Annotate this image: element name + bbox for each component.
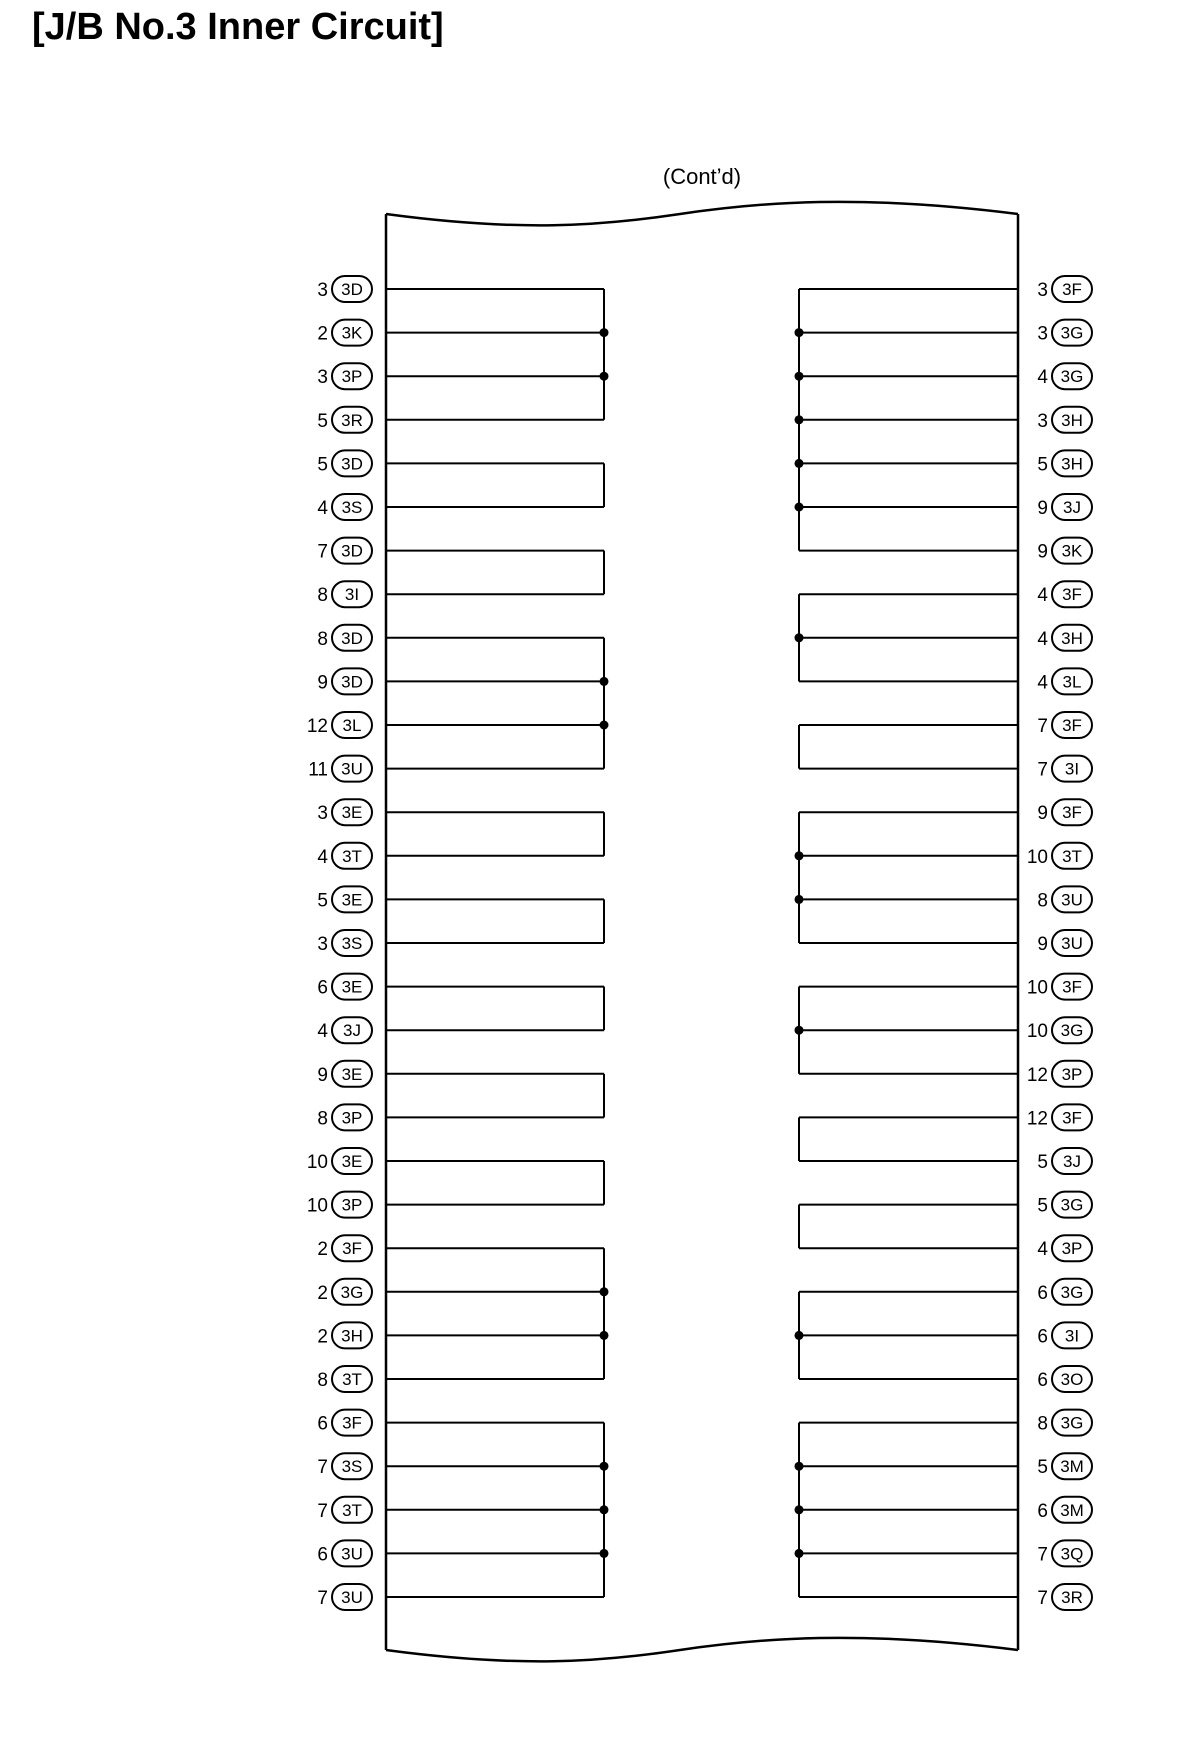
- connector-code: 3M: [1060, 1457, 1084, 1477]
- left-terminal: [317, 581, 372, 607]
- left-terminal: [317, 1104, 372, 1130]
- right-terminal: [1037, 276, 1092, 302]
- connector-code: 3U: [1061, 890, 1083, 910]
- connector-code: 3E: [341, 890, 363, 910]
- connector-code: 3F: [1062, 716, 1082, 735]
- connector-code: 3P: [341, 1195, 363, 1215]
- terminal-pin-number: 10: [306, 1152, 328, 1173]
- left-terminal: [317, 1497, 372, 1523]
- terminal-pin-number: 9: [1037, 934, 1048, 955]
- connector-code: 3G: [1060, 1195, 1084, 1215]
- right-terminal: [1037, 320, 1092, 346]
- connector-code: 3R: [1061, 1588, 1083, 1607]
- terminal-pin-number: 3: [317, 280, 328, 301]
- circuit-wires: [386, 289, 1018, 1597]
- connector-code: 3L: [342, 716, 362, 735]
- terminal-pin-number: 2: [317, 1239, 328, 1261]
- left-terminal: [317, 494, 372, 520]
- connector-code: 3D: [341, 628, 363, 648]
- terminal-pin-number: 9: [317, 1064, 328, 1086]
- right-terminal: [1037, 363, 1092, 389]
- terminal-pin-number: 5: [317, 454, 328, 476]
- terminal-pin-number: 4: [1037, 1239, 1048, 1261]
- connector-code: 3F: [1062, 280, 1082, 299]
- terminal-pin-number: 6: [317, 1544, 328, 1566]
- connector-code: 3S: [341, 934, 363, 953]
- connector-code: 3U: [341, 1544, 363, 1564]
- terminal-pin-number: 12: [1026, 1064, 1048, 1086]
- terminal-pin-number: 6: [1037, 1326, 1048, 1348]
- connector-code: 3M: [1060, 1500, 1084, 1520]
- junction-dot: [795, 328, 804, 337]
- connector-code: 3P: [341, 1108, 363, 1128]
- terminal-pin-number: 4: [1037, 628, 1048, 650]
- left-terminal: [307, 712, 372, 738]
- left-terminal: [317, 1453, 372, 1479]
- connector-code: 3G: [340, 1282, 364, 1302]
- connector-code: 3I: [344, 585, 360, 605]
- left-terminal: [317, 363, 372, 389]
- connector-code: 3E: [341, 803, 363, 823]
- connector-code: 3S: [341, 1457, 363, 1477]
- left-terminal: [317, 538, 372, 564]
- right-terminal: [1027, 1017, 1092, 1043]
- terminal-pin-number: 8: [317, 1108, 328, 1130]
- terminal-pin-number: 5: [317, 890, 328, 912]
- junction-dot: [795, 415, 804, 424]
- right-terminal: [1037, 538, 1092, 564]
- terminal-pin-number: 7: [317, 1588, 328, 1609]
- right-terminal: [1037, 1366, 1092, 1392]
- terminal-pin-number: 8: [317, 1370, 328, 1391]
- left-terminal: [317, 974, 372, 1000]
- junction-dot: [795, 459, 804, 468]
- terminal-pin-number: 7: [1037, 1588, 1048, 1609]
- connector-code: 3Q: [1060, 1544, 1084, 1564]
- right-terminal: [1037, 625, 1092, 651]
- right-terminal: [1037, 1584, 1092, 1610]
- terminal-pin-number: 3: [317, 367, 328, 389]
- left-terminal: [317, 843, 372, 869]
- terminal-pin-number: 7: [317, 1500, 328, 1522]
- connector-code: 3J: [1063, 1152, 1081, 1171]
- junction-dot: [795, 851, 804, 860]
- left-terminal: [317, 886, 372, 912]
- terminal-pin-number: 12: [1026, 1108, 1048, 1130]
- connector-code: 3K: [1061, 541, 1083, 561]
- right-terminal: [1037, 450, 1092, 476]
- terminal-pin-number: 5: [1037, 1457, 1048, 1479]
- terminal-pin-number: 4: [317, 498, 328, 519]
- junction-dot: [795, 1505, 804, 1514]
- right-terminal: [1037, 1235, 1092, 1261]
- connector-code: 3U: [341, 1588, 363, 1607]
- right-terminal: [1027, 1104, 1092, 1130]
- junction-dot: [600, 1462, 609, 1471]
- left-terminal: [317, 1279, 372, 1305]
- connector-code: 3E: [341, 977, 363, 997]
- connector-code: 3G: [1060, 323, 1084, 343]
- terminal-pin-number: 3: [1037, 410, 1048, 432]
- connector-code: 3T: [342, 846, 362, 866]
- page-title: [J/B No.3 Inner Circuit]: [32, 6, 444, 48]
- connector-code: 3F: [1062, 1108, 1082, 1128]
- terminal-pin-number: 5: [317, 410, 328, 432]
- junction-dot: [795, 1462, 804, 1471]
- connector-code: 3G: [1060, 1413, 1084, 1433]
- left-terminal: [317, 320, 372, 346]
- terminal-pin-number: 9: [317, 672, 328, 694]
- connector-code: 3P: [1061, 1064, 1083, 1084]
- left-terminal: [317, 1366, 372, 1392]
- left-terminal: [317, 625, 372, 651]
- right-terminal: [1027, 843, 1092, 869]
- left-terminal: [317, 1322, 372, 1348]
- terminal-pin-number: 6: [1037, 1370, 1048, 1391]
- left-terminal: [317, 1584, 372, 1610]
- right-terminal: [1037, 668, 1092, 694]
- connector-code: 3D: [341, 280, 363, 299]
- terminal-pin-number: 4: [317, 1021, 328, 1043]
- left-terminal: [317, 407, 372, 433]
- junction-dot: [600, 677, 609, 686]
- terminal-pin-number: 7: [317, 1457, 328, 1479]
- connector-code: 3K: [341, 323, 363, 343]
- connector-code: 3D: [341, 454, 363, 474]
- terminal-pin-number: 3: [317, 803, 328, 825]
- left-terminal: [317, 1540, 372, 1566]
- terminal-pin-number: 8: [317, 628, 328, 650]
- connector-code: 3P: [1061, 1239, 1083, 1259]
- right-terminal: [1037, 886, 1092, 912]
- left-terminal: [317, 1017, 372, 1043]
- continued-label: (Cont’d): [662, 164, 742, 189]
- connector-code: 3F: [1062, 977, 1082, 997]
- terminal-pin-number: 4: [1037, 672, 1048, 694]
- right-terminal: [1037, 712, 1092, 738]
- left-terminal: [317, 799, 372, 825]
- connector-code: 3G: [1060, 367, 1084, 387]
- right-terminal: [1037, 1322, 1092, 1348]
- terminal-pin-number: 5: [1037, 1152, 1048, 1173]
- left-terminal: [317, 276, 372, 302]
- junction-dot: [600, 372, 609, 381]
- terminal-pin-number: 4: [317, 846, 328, 868]
- junction-dot: [600, 328, 609, 337]
- left-terminal: [317, 450, 372, 476]
- terminal-pin-number: 6: [1037, 1500, 1048, 1522]
- terminal-pin-number: 4: [1037, 585, 1048, 607]
- right-terminal: [1037, 1148, 1092, 1174]
- left-terminal: [317, 1061, 372, 1087]
- terminal-pin-number: 10: [1026, 977, 1048, 999]
- left-terminal: [317, 930, 372, 956]
- connector-code: 3F: [342, 1239, 362, 1259]
- right-terminal: [1037, 799, 1092, 825]
- terminal-pin-number: 2: [317, 1326, 328, 1348]
- terminal-pin-number: 8: [1037, 1413, 1048, 1435]
- junction-dot: [795, 633, 804, 642]
- terminal-pin-number: 7: [317, 541, 328, 563]
- junction-dot: [600, 1331, 609, 1340]
- junction-dot: [795, 1026, 804, 1035]
- connector-code: 3F: [1062, 585, 1082, 605]
- right-terminal: [1037, 756, 1092, 782]
- right-terminal: [1027, 974, 1092, 1000]
- junction-dot: [795, 895, 804, 904]
- terminal-pin-number: 9: [1037, 803, 1048, 825]
- right-terminal: [1037, 1410, 1092, 1436]
- connector-code: 3E: [341, 1152, 363, 1171]
- connector-code: 3J: [343, 1021, 361, 1041]
- connector-code: 3R: [341, 410, 363, 430]
- connector-code: 3D: [341, 541, 363, 561]
- connector-code: 3G: [1060, 1021, 1084, 1041]
- left-terminal: [317, 1410, 372, 1436]
- terminal-pin-number: 10: [1026, 1021, 1048, 1043]
- terminal-pin-number: 8: [317, 585, 328, 607]
- terminal-pin-number: 8: [1037, 890, 1048, 912]
- terminal-pin-number: 7: [1037, 759, 1048, 781]
- terminal-pin-number: 7: [1037, 1544, 1048, 1566]
- connector-code: 3F: [342, 1413, 362, 1433]
- terminal-pin-number: 5: [1037, 454, 1048, 476]
- left-terminal: [317, 1235, 372, 1261]
- right-terminal: [1037, 1192, 1092, 1218]
- junction-dot: [600, 1549, 609, 1558]
- terminal-pin-number: 2: [317, 1282, 328, 1304]
- terminal-pin-number: 3: [317, 934, 328, 955]
- right-terminal: [1037, 930, 1092, 956]
- connector-code: 3H: [1061, 454, 1083, 474]
- connector-code: 3T: [342, 1500, 362, 1520]
- right-terminal: [1037, 1497, 1092, 1523]
- connector-code: 3O: [1060, 1370, 1084, 1389]
- connector-code: 3G: [1060, 1282, 1084, 1302]
- connector-code: 3F: [1062, 803, 1082, 823]
- right-terminal: [1037, 1453, 1092, 1479]
- box-top-wavy-edge: [386, 202, 1018, 226]
- terminal-pin-number: 5: [1037, 1195, 1048, 1217]
- connector-code: 3J: [1063, 498, 1081, 517]
- connector-code: 3L: [1062, 672, 1082, 692]
- connector-code: 3H: [341, 1326, 363, 1346]
- right-terminal: [1037, 494, 1092, 520]
- left-terminal: [307, 1192, 372, 1218]
- left-terminal: [308, 756, 372, 782]
- junction-dot: [795, 1331, 804, 1340]
- terminal-pin-number: 4: [1037, 367, 1048, 389]
- junction-dot: [600, 721, 609, 730]
- left-terminal: [317, 668, 372, 694]
- junction-dot: [795, 1549, 804, 1558]
- connector-code: 3I: [1064, 759, 1080, 779]
- right-terminal: [1037, 407, 1092, 433]
- right-terminal: [1027, 1061, 1092, 1087]
- terminal-pin-number: 6: [1037, 1282, 1048, 1304]
- right-terminal: [1037, 581, 1092, 607]
- connector-code: 3U: [341, 759, 363, 779]
- terminal-pin-number: 12: [306, 716, 328, 737]
- terminal-pin-number: 10: [306, 1195, 328, 1217]
- terminal-pin-number: 2: [317, 323, 328, 345]
- junction-dot: [600, 1505, 609, 1514]
- connector-code: 3U: [1061, 934, 1083, 953]
- connector-code: 3H: [1061, 410, 1083, 430]
- left-terminal: [307, 1148, 372, 1174]
- terminal-pin-number: 10: [1026, 846, 1048, 868]
- junction-dot: [795, 503, 804, 512]
- terminal-pin-number: 6: [317, 977, 328, 999]
- junction-dot: [600, 1287, 609, 1296]
- connector-code: 3S: [341, 498, 363, 517]
- terminal-pin-number: 3: [1037, 323, 1048, 345]
- terminal-pin-number: 6: [317, 1413, 328, 1435]
- connector-code: 3D: [341, 672, 363, 692]
- connector-code: 3T: [342, 1370, 362, 1389]
- right-terminal: [1037, 1540, 1092, 1566]
- connector-code: 3I: [1064, 1326, 1080, 1346]
- connector-code: 3E: [341, 1064, 363, 1084]
- box-bottom-wavy-edge: [386, 1638, 1018, 1662]
- terminal-pin-number: 3: [1037, 280, 1048, 301]
- junction-dot: [795, 372, 804, 381]
- terminal-pin-number: 7: [1037, 716, 1048, 737]
- terminal-pin-number: 9: [1037, 541, 1048, 563]
- terminal-pin-number: 9: [1037, 498, 1048, 519]
- connector-code: 3T: [1062, 846, 1082, 866]
- connector-code: 3P: [341, 367, 363, 387]
- right-terminal: [1037, 1279, 1092, 1305]
- terminal-pin-number: 11: [308, 759, 328, 781]
- connector-code: 3H: [1061, 628, 1083, 648]
